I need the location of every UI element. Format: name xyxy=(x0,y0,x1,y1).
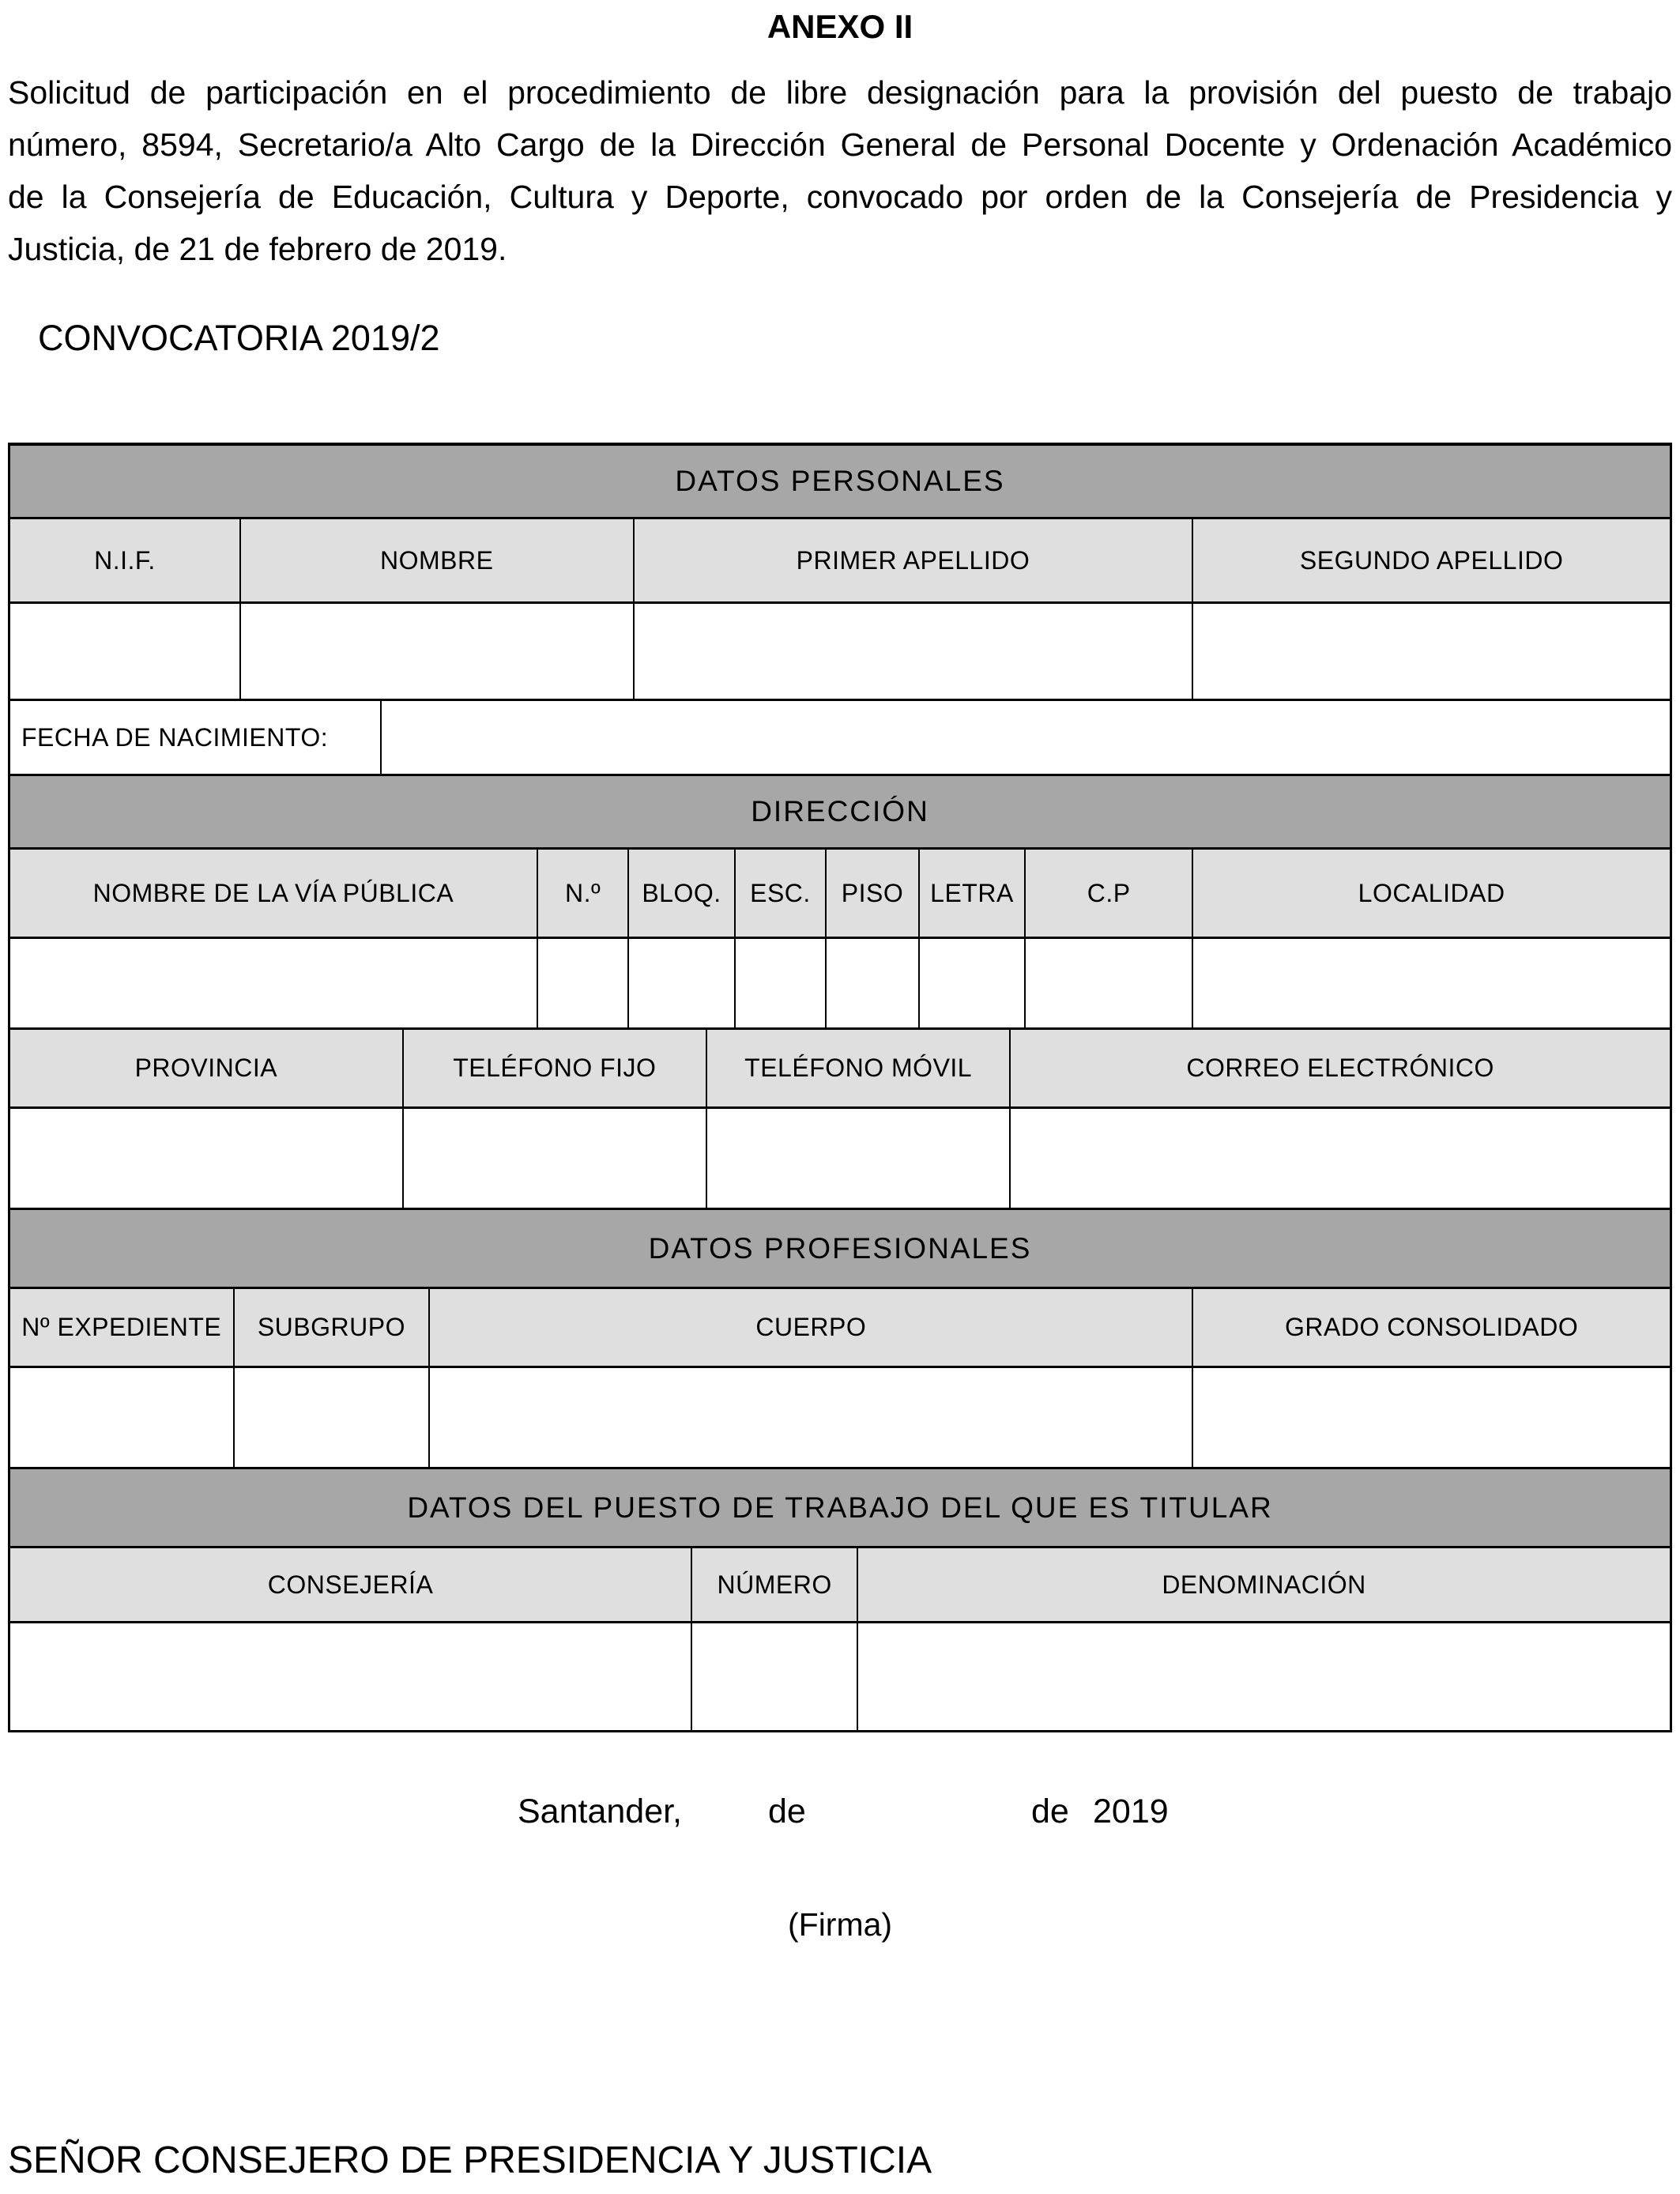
date-city: Santander, xyxy=(518,1793,683,1830)
section-datos-profesionales xyxy=(10,1210,1670,1289)
localidad-input-cell[interactable] xyxy=(1193,939,1670,1027)
paragraph-line: de la Consejería de Educación, Cultura y Deporte, convocado por orden de la Consejería de Presidencia y xyxy=(8,179,1672,215)
via-publica-header: NOMBRE DE LA VÍA PÚBLICA xyxy=(10,850,538,937)
section-title-direccion: DIRECCIÓN xyxy=(751,795,929,827)
segundo-apellido-input-cell[interactable] xyxy=(1193,604,1670,699)
letra-header: LETRA xyxy=(920,850,1026,937)
telefono-movil-input-cell[interactable] xyxy=(707,1109,1011,1208)
section-direccion xyxy=(10,776,1670,850)
intro-paragraph xyxy=(8,66,1672,275)
direccion-input-row xyxy=(10,939,1670,1030)
nombre-input-cell[interactable] xyxy=(241,604,635,699)
escalera-input-cell[interactable] xyxy=(736,939,827,1027)
paragraph-line: Justicia, de 21 de febrero de 2019. xyxy=(8,231,507,267)
grado-consolidado-header: GRADO CONSOLIDADO xyxy=(1193,1289,1670,1366)
section-title-datos-profesionales: DATOS PROFESIONALES xyxy=(648,1231,1032,1265)
segundo-apellido-header: SEGUNDO APELLIDO xyxy=(1193,519,1670,601)
denominacion-input-cell[interactable] xyxy=(858,1623,1670,1730)
convocatoria-heading: CONVOCATORIA 2019/2 xyxy=(38,318,440,358)
datos-personales-input-row xyxy=(10,604,1670,701)
datos-profesionales-header-row xyxy=(10,1289,1670,1368)
correo-electronico-input-cell[interactable] xyxy=(1011,1109,1670,1208)
date-de-day: de xyxy=(768,1793,806,1830)
numero-puesto-header: NÚMERO xyxy=(692,1548,858,1621)
localidad-header: LOCALIDAD xyxy=(1193,850,1670,937)
cp-header: C.P xyxy=(1026,850,1193,937)
paragraph-line: Solicitud de participación en el procedimiento de libre designación para la provisión del puesto de trabajo xyxy=(8,74,1672,111)
telefono-movil-header: TELÉFONO MÓVIL xyxy=(707,1030,1011,1106)
correo-electronico-header: CORREO ELECTRÓNICO xyxy=(1011,1030,1670,1106)
primer-apellido-header: PRIMER APELLIDO xyxy=(635,519,1194,601)
fecha-nacimiento-label: FECHA DE NACIMIENTO: xyxy=(10,701,382,774)
bloque-input-cell[interactable] xyxy=(629,939,735,1027)
telefono-fijo-header: TELÉFONO FIJO xyxy=(404,1030,707,1106)
fecha-nacimiento-input-cell[interactable] xyxy=(382,701,1670,774)
expediente-input-cell[interactable] xyxy=(10,1368,235,1467)
piso-input-cell[interactable] xyxy=(827,939,920,1027)
numero-via-input-cell[interactable] xyxy=(538,939,630,1027)
datos-profesionales-input-row xyxy=(10,1368,1670,1469)
date-de-month: de xyxy=(1031,1793,1069,1830)
bloque-header: BLOQ. xyxy=(629,850,735,937)
provincia-header: PROVINCIA xyxy=(10,1030,404,1106)
primer-apellido-input-cell[interactable] xyxy=(635,604,1194,699)
grado-consolidado-input-cell[interactable] xyxy=(1193,1368,1670,1467)
via-publica-input-cell[interactable] xyxy=(10,939,538,1027)
escalera-header: ESC. xyxy=(736,850,827,937)
numero-via-header: N.º xyxy=(538,850,630,937)
section-title-datos-personales: DATOS PERSONALES xyxy=(675,465,1005,497)
subgrupo-input-cell[interactable] xyxy=(235,1368,431,1467)
cuerpo-header: CUERPO xyxy=(430,1289,1193,1366)
provincia-input-cell[interactable] xyxy=(10,1109,404,1208)
telefono-fijo-input-cell[interactable] xyxy=(404,1109,707,1208)
consejeria-header: CONSEJERÍA xyxy=(10,1548,692,1621)
piso-header: PISO xyxy=(827,850,920,937)
numero-puesto-input-cell[interactable] xyxy=(692,1623,858,1730)
expediente-header: Nº EXPEDIENTE xyxy=(10,1289,235,1366)
contacto-input-row xyxy=(10,1109,1670,1210)
signature-label: (Firma) xyxy=(788,1906,893,1943)
page-title: ANEXO II xyxy=(767,8,913,45)
puesto-titular-input-row xyxy=(10,1623,1670,1730)
date-year: 2019 xyxy=(1093,1793,1169,1830)
cuerpo-input-cell[interactable] xyxy=(430,1368,1193,1467)
contacto-header-row xyxy=(10,1030,1670,1109)
cp-input-cell[interactable] xyxy=(1026,939,1193,1027)
consejeria-input-cell[interactable] xyxy=(10,1623,692,1730)
date-line xyxy=(0,1793,1680,1840)
footer-addressee: SEÑOR CONSEJERO DE PRESIDENCIA Y JUSTICIA xyxy=(8,2139,932,2181)
puesto-titular-header-row xyxy=(10,1548,1670,1623)
nif-header: N.I.F. xyxy=(10,519,241,601)
direccion-header-row xyxy=(10,850,1670,939)
section-title-puesto-titular: DATOS DEL PUESTO DE TRABAJO DEL QUE ES TITULAR xyxy=(407,1491,1273,1524)
application-form-table xyxy=(8,443,1672,1732)
nif-input-cell[interactable] xyxy=(10,604,241,699)
fecha-nacimiento-row xyxy=(10,701,1670,776)
nombre-header: NOMBRE xyxy=(241,519,635,601)
subgrupo-header: SUBGRUPO xyxy=(235,1289,431,1366)
denominacion-header: DENOMINACIÓN xyxy=(858,1548,1670,1621)
section-datos-personales xyxy=(10,446,1670,519)
datos-personales-header-row xyxy=(10,519,1670,604)
paragraph-line: número, 8594, Secretario/a Alto Cargo de la Dirección General de Personal Docente y Ordenación Académico xyxy=(8,126,1672,163)
section-puesto-titular xyxy=(10,1469,1670,1548)
letra-input-cell[interactable] xyxy=(920,939,1026,1027)
